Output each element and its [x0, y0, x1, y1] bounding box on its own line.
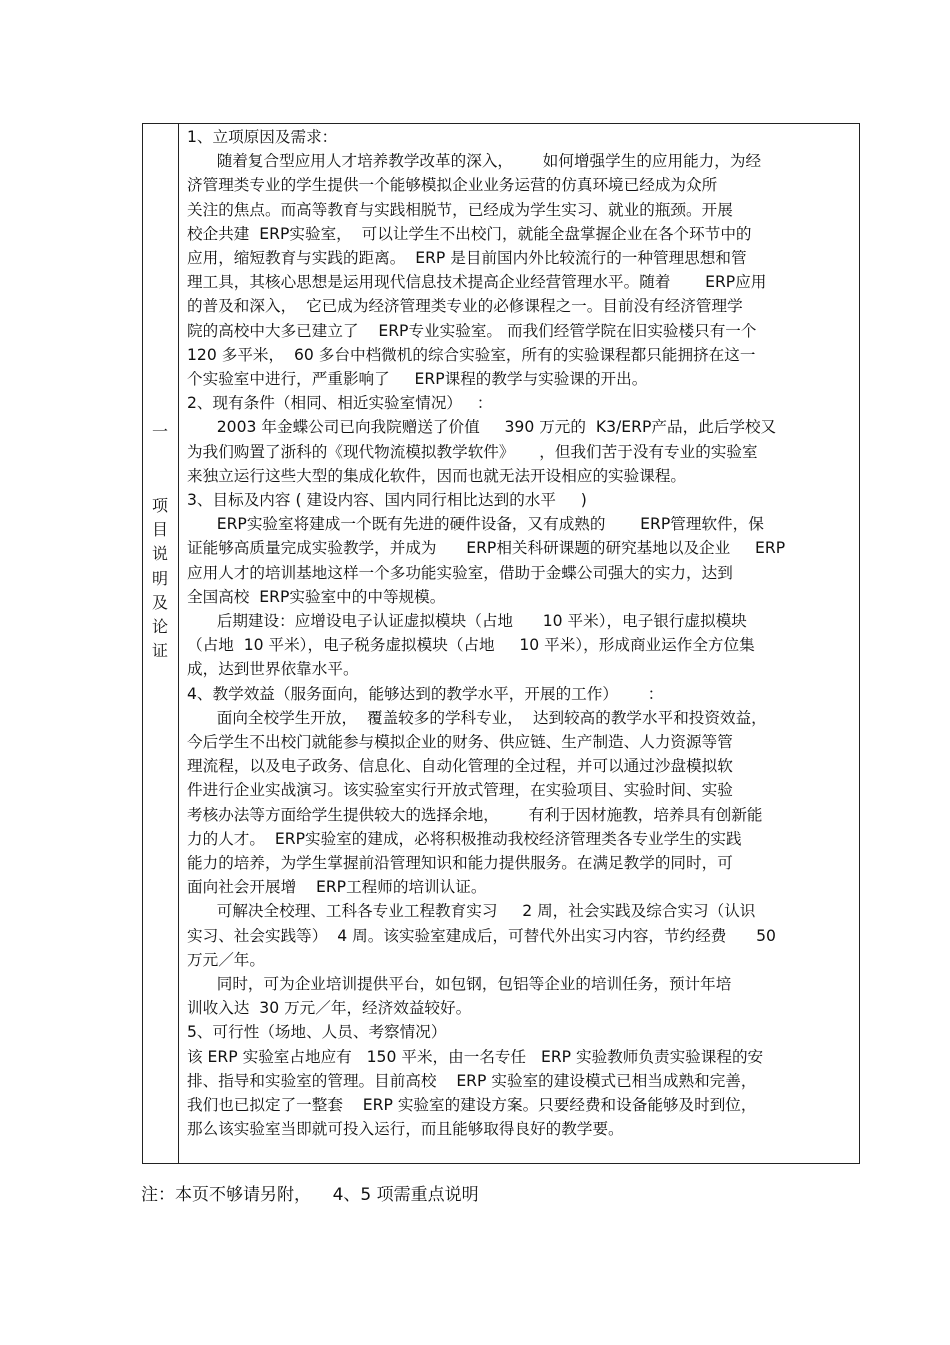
- content-line: 排、指导和实验室的管理。目前高校 ERP 实验室的建设模式已相当成熟和完善，: [187, 1071, 757, 1090]
- section-title-char: 明: [151, 568, 168, 588]
- content-line: 120 多平米， 60 多台中档微机的综合实验室，所有的实验课程都只能拥挤在这一: [187, 345, 756, 364]
- content-line: 面向全校学生开放， 覆盖较多的学科专业， 达到较高的教学水平和投资效益，: [187, 708, 767, 727]
- content-line: 的普及和深入， 它已成为经济管理类专业的必修课程之一。目前没有经济管理学: [187, 297, 743, 316]
- section-title-char: 目: [151, 520, 168, 540]
- section-title-char: 说: [151, 544, 168, 564]
- content-line: 成，达到世界依靠水平。: [187, 660, 359, 679]
- content-line: 万元／年。: [187, 950, 265, 969]
- footnote: 注：本页不够请另附， 4、5 项需重点说明: [141, 1185, 479, 1205]
- content-line: 应用，缩短教育与实践的距离。 ERP 是目前国内外比较流行的一种管理思想和管: [187, 249, 747, 267]
- section-title-vertical: [143, 494, 177, 663]
- content-line: 后期建设：应增设电子认证虚拟模块（占地 10 平米），电子银行虚拟模块: [187, 612, 747, 630]
- content-line: 同时，可为企业培训提供平台，如包钢，包铝等企业的培训任务，预计年培: [187, 975, 732, 993]
- content-line: 我们也已拟定了一整套 ERP 实验室的建设方案。只要经费和设备能够及时到位，: [187, 1096, 757, 1114]
- section-label-column: [143, 124, 179, 1163]
- content-line: 该 ERP 实验室占地应有 150 平米，由一名专任 ERP 实验教师负责实验课程的安: [187, 1047, 764, 1066]
- content-line: 应用人才的培训基地这样一个多功能实验室，借助于金蝶公司强大的实力，达到: [187, 563, 733, 582]
- content-line: 来独立运行这些大型的集成化软件，因而也就无法开设相应的实验课程。: [187, 466, 687, 485]
- content-line: 1、立项原因及需求：: [187, 128, 338, 146]
- section-content: [187, 124, 859, 1163]
- section-title-char: 项: [151, 496, 168, 515]
- content-line: ERP实验室将建成一个既有先进的硬件设备，又有成熟的 ERP管理软件，保: [187, 515, 764, 534]
- section-title-char: 论: [151, 617, 168, 637]
- content-line: 关注的焦点。而高等教育与实践相脱节，已经成为学生实习、就业的瓶颈。开展: [187, 200, 733, 219]
- content-line: 个实验室中进行，严重影响了 ERP课程的教学与实验课的开出。: [187, 370, 648, 388]
- content-line: 面向社会开展增 ERP工程师的培训认证。: [187, 878, 487, 897]
- content-line: 实习、社会实践等） 4 周。该实验室建成后，可替代外出实习内容，节约经费 50: [187, 926, 776, 945]
- content-line: 校企共建 ERP实验室， 可以让学生不出校门，就能全盘掌握企业在各个环节中的: [187, 224, 752, 243]
- project-table: [142, 123, 860, 1164]
- content-line: 能力的培养，为学生掌握前沿管理知识和能力提供服务。在满足教学的同时，可: [187, 854, 733, 872]
- section-title-char: 证: [151, 641, 168, 661]
- content-line: 今后学生不出校门就能参与模拟企业的财务、供应链、生产制造、人力资源等管: [187, 733, 733, 751]
- content-line: （占地 10 平米），电子税务虚拟模块（占地 10 平米），形成商业运作全方位集: [187, 636, 755, 655]
- content-line: 随着复合型应用人才培养教学改革的深入， 如何增强学生的应用能力，为经: [187, 152, 762, 171]
- content-line: 可解决全校理、工科各专业工程教育实习 2 周，社会实践及综合实习（认识: [187, 902, 756, 921]
- content-line: 济管理类专业的学生提供一个能够模拟企业业务运营的仿真环境已经成为众所: [187, 176, 718, 195]
- content-line: 为我们购置了浙科的《现代物流模拟教学软件》 ，但我们苦于没有专业的实验室: [187, 442, 758, 461]
- content-line: 件进行企业实战演习。该实验室实行开放式管理，在实验项目、实验时间、实验: [187, 781, 733, 800]
- content-line: 理流程，以及电子政务、信息化、自动化管理的全过程，并可以通过沙盘模拟软: [187, 757, 733, 776]
- content-line: 那么该实验室当即就可投入运行，而且能够取得良好的教学要。: [187, 1120, 624, 1139]
- content-line: 考核办法等方面给学生提供较大的选择余地， 有利于因材施教，培养具有创新能: [187, 805, 763, 824]
- content-line: 4、教学效益（服务面向，能够达到的教学水平，开展的工作） ：: [187, 684, 664, 703]
- content-line: 训收入达 30 万元／年，经济效益较好。: [187, 999, 472, 1018]
- section-title-char: 及: [151, 592, 168, 612]
- content-line: 2003 年金蝶公司已向我院赠送了价值 390 万元的 K3/ERP产品，此后学校又: [187, 418, 777, 437]
- section-number: 一: [151, 422, 168, 441]
- content-line: 5、可行性（场地、人员、考察情况）: [187, 1023, 447, 1042]
- content-line: 3、目标及内容 ( 建设内容、国内同行相比达到的水平 ): [187, 491, 587, 509]
- content-line: 院的高校中大多已建立了 ERP专业实验室。 而我们经管学院在旧实验楼只有一个: [187, 321, 757, 340]
- content-line: 力的人才。 ERP实验室的建成，必将积极推动我校经济管理类各专业学生的实践: [187, 829, 742, 848]
- content-line: 理工具，其核心思想是运用现代信息技术提高企业经营管理水平。随着 ERP应用: [187, 273, 767, 292]
- content-line: 证能够高质量完成实验教学，并成为 ERP相关科研课题的研究基地以及企业 ERP: [187, 539, 786, 558]
- content-line: 2、现有条件（相同、相近实验室情况） ：: [187, 394, 493, 413]
- content-line: 全国高校 ERP实验室中的中等规模。: [187, 587, 446, 606]
